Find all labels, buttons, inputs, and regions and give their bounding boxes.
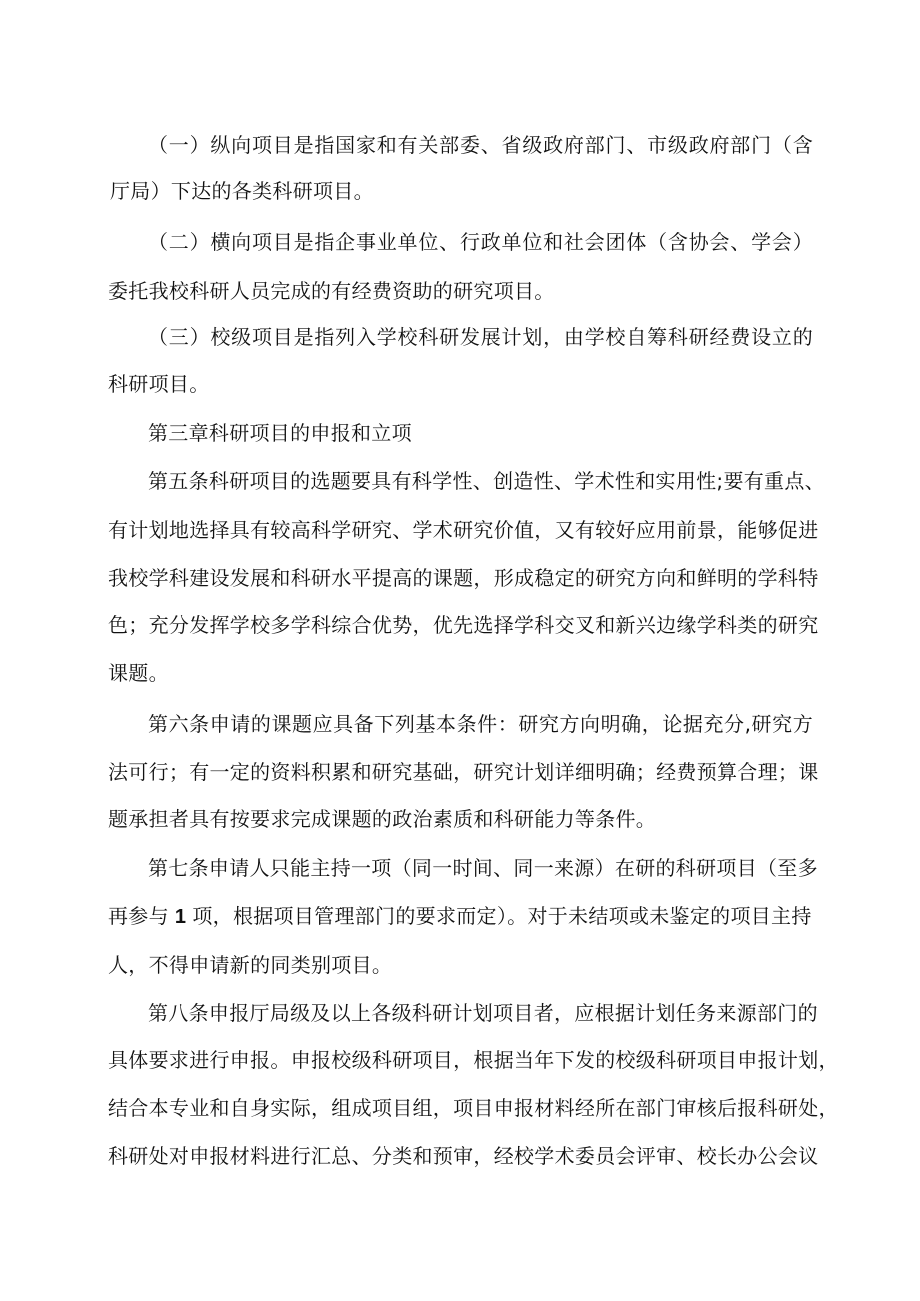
paragraph-1-line-2: 厅局）下达的各类科研项目。 <box>110 179 374 203</box>
article-8-line-4: 科研处对申报材料进行汇总、分类和预审，经校学术委员会评审、校长办公会议 <box>108 1144 819 1168</box>
article-7-line-2 <box>108 904 813 929</box>
article-7-line-1: 第七条申请人只能主持一项（同一时间、同一来源）在研的科研项目（至多 <box>148 856 818 880</box>
article-5-line-5: 课题。 <box>108 661 169 685</box>
article-8-line-2: 具体要求进行申报。申报校级科研项目，根据当年下发的校级科研项目申报计划， <box>108 1048 839 1072</box>
article-5-line-1: 第五条科研项目的选题要具有科学性、创造性、学术性和实用性;要有重点、 <box>148 469 825 493</box>
paragraph-2-line-1: （二）横向项目是指企事业单位、行政单位和社会团体（含协会、学会） <box>148 230 813 254</box>
article-7-line-3: 人，不得申请新的同类别项目。 <box>108 953 393 977</box>
article-6-line-2: 法可行；有一定的资料积累和研究基础，研究计划详细明确；经费预算合理；课 <box>108 760 819 784</box>
paragraph-2-line-2: 委托我校科研人员完成的有经费资助的研究项目。 <box>108 279 555 303</box>
article-8-line-1: 第八条申报厅局级及以上各级科研计划项目者，应根据计划任务来源部门的 <box>148 1001 818 1025</box>
article-7-line-2-suffix: 项，根据项目管理部门的要求而定）。对于未结项或未鉴定的项目主持 <box>192 904 812 928</box>
article-6-line-3: 题承担者具有按要求完成课题的政治素质和科研能力等条件。 <box>108 807 657 831</box>
paragraph-3-line-2: 科研项目。 <box>108 372 210 396</box>
article-6-line-1: 第六条申请的课题应具备下列基本条件：研究方向明确，论据充分,研究方 <box>148 712 813 736</box>
paragraph-3-line-1: （三）校级项目是指列入学校科研发展计划，由学校自筹科研经费设立的 <box>148 325 813 349</box>
article-5-line-4: 色；充分发挥学校多学科综合优势，优先选择学科交叉和新兴边缘学科类的研究 <box>108 613 819 637</box>
article-8-line-3: 结合本专业和自身实际，组成项目组，项目申报材料经所在部门审核后报科研处， <box>108 1096 839 1120</box>
article-7-number: 1 <box>174 906 187 928</box>
paragraph-1-line-1: （一）纵向项目是指国家和有关部委、省级政府部门、市级政府部门（含 <box>148 133 813 157</box>
article-5-line-3: 我校学科建设发展和科研水平提高的课题，形成稳定的研究方向和鲜明的学科特 <box>108 566 819 590</box>
article-7-line-2-prefix: 再参与 <box>108 904 169 928</box>
article-5-line-2: 有计划地选择具有较高科学研究、学术研究价值，又有较好应用前景，能够促进 <box>108 518 819 542</box>
chapter-3-heading: 第三章科研项目的申报和立项 <box>148 421 412 445</box>
